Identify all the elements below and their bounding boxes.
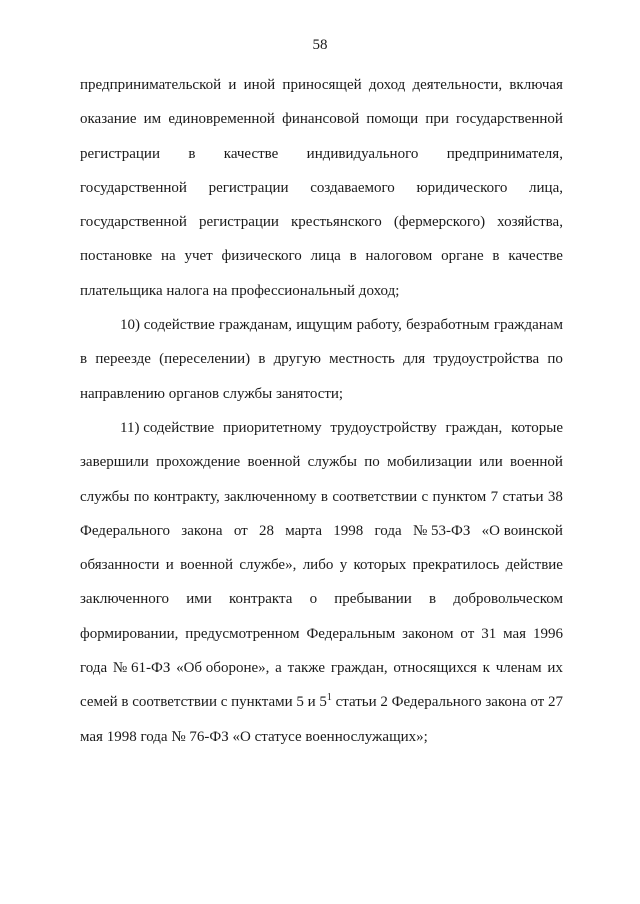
word: которые	[511, 419, 563, 436]
word: 10) содействие	[120, 317, 215, 334]
word: «Об обороне»,	[176, 660, 270, 677]
word: оказание	[80, 111, 137, 128]
word: Федерального	[80, 522, 171, 539]
word: пунктом	[432, 488, 487, 505]
word: а	[275, 660, 282, 677]
word: у	[339, 557, 348, 574]
word: лица	[310, 248, 341, 265]
word: безработным	[406, 317, 490, 334]
word: переезде	[95, 351, 151, 368]
word: в	[320, 488, 329, 505]
word: доход	[368, 77, 406, 93]
word: в	[492, 248, 500, 265]
word: 28	[258, 522, 274, 539]
word: на	[160, 248, 176, 265]
word: мобилизации	[387, 454, 472, 471]
word: Федерального	[391, 694, 482, 711]
word: включая	[509, 77, 563, 93]
word: в	[188, 145, 196, 162]
word: государственной	[80, 179, 187, 196]
text-line-last: направлению органов службы занятости;	[80, 385, 344, 402]
word: марта	[285, 522, 322, 539]
word: 1996	[532, 625, 563, 642]
document-body	[80, 68, 563, 754]
word: 38	[547, 488, 563, 505]
text-line	[80, 137, 563, 171]
text-line	[80, 685, 563, 719]
word: юридического	[416, 179, 508, 196]
word: закона	[181, 522, 223, 539]
word: либо	[302, 557, 334, 574]
word: в	[428, 591, 437, 608]
word: 1998	[333, 522, 364, 539]
word: добровольческом	[453, 591, 563, 608]
word: органе	[441, 248, 484, 265]
text-line	[80, 480, 563, 514]
word: статьи	[502, 488, 544, 505]
word: местность	[329, 351, 395, 368]
word: прохождение	[156, 454, 241, 471]
word: года	[374, 522, 402, 539]
text-line	[80, 308, 563, 342]
word: гражданам,	[219, 317, 292, 334]
word: формировании,	[80, 625, 179, 642]
text-line	[80, 205, 563, 239]
word: учет	[184, 248, 213, 265]
word: единовременной	[168, 111, 275, 128]
word: регистрации	[80, 145, 160, 162]
word: и	[307, 694, 316, 711]
word: № 53-ФЗ	[412, 522, 471, 539]
word: их	[547, 660, 563, 677]
word-with-superscript: $5^1$	[319, 692, 332, 711]
word: с	[421, 488, 429, 505]
word: завершили	[80, 454, 149, 471]
text-line	[80, 582, 563, 616]
word: граждан,	[330, 660, 388, 677]
text-line-last: мая 1998 года № 76-ФЗ «О статусе военнослужащих»;	[80, 728, 428, 745]
word: (переселении)	[159, 351, 251, 368]
word: по	[133, 488, 150, 505]
text-line	[80, 411, 563, 445]
word: военной	[510, 454, 563, 471]
word: по	[547, 351, 563, 368]
word: заключенного	[80, 591, 170, 608]
word: службе»,	[239, 557, 297, 574]
word: заключенному	[224, 488, 317, 505]
word: мая	[503, 625, 527, 642]
word: контракту,	[153, 488, 220, 505]
word: государственной	[456, 111, 563, 128]
word: приоритетному	[223, 419, 322, 436]
word: постановке	[80, 248, 153, 265]
word: физического	[221, 248, 302, 265]
word: предусмотренном	[185, 625, 300, 642]
word: 27	[547, 694, 563, 711]
word: 7	[490, 488, 499, 505]
word: предпринимательской	[80, 77, 222, 93]
text-line	[80, 651, 563, 685]
word: от	[530, 694, 545, 711]
word: ими	[186, 591, 212, 608]
word: помощи	[366, 111, 419, 128]
word: соответствии	[132, 694, 217, 711]
word: им	[143, 111, 162, 128]
word: закона	[485, 694, 527, 711]
word: прекратилось	[412, 557, 500, 574]
word: приносящей	[282, 77, 362, 93]
word: налоговом	[365, 248, 433, 265]
word: военной	[247, 454, 301, 471]
word: контракта	[228, 591, 293, 608]
word: финансовой	[282, 111, 360, 128]
word: граждан,	[445, 419, 503, 436]
word: пребывании	[334, 591, 412, 608]
word: хозяйства,	[497, 214, 563, 231]
word: регистрации	[208, 179, 289, 196]
word: крестьянского	[291, 214, 382, 231]
text-line	[80, 514, 563, 548]
word: соответствии	[332, 488, 418, 505]
word: и	[165, 557, 174, 574]
word: службы	[307, 454, 357, 471]
text-line	[80, 617, 563, 651]
word: «О воинской	[481, 522, 563, 539]
word: к	[482, 660, 490, 677]
word: относящихся	[393, 660, 477, 677]
word: № 61-ФЗ	[112, 660, 171, 677]
word: семей	[80, 694, 118, 711]
word: обязанности	[80, 557, 160, 574]
word: качестве	[223, 145, 279, 162]
word: в	[349, 248, 357, 265]
word: которых	[353, 557, 407, 574]
word: качестве	[508, 248, 563, 265]
word: трудоустройству	[330, 419, 437, 436]
text-line	[80, 548, 563, 582]
paragraph-p9_cont	[80, 68, 563, 308]
word: другую	[273, 351, 321, 368]
word: трудоустройства	[433, 351, 540, 368]
text-line	[80, 239, 563, 273]
word: деятельности,	[412, 77, 503, 93]
word: (фермерского)	[393, 214, 486, 231]
word: регистрации	[198, 214, 279, 231]
page-number: 58	[312, 37, 328, 53]
word: службы	[80, 488, 130, 505]
text-line-last: плательщика налога на профессиональный доход;	[80, 282, 400, 299]
text-line	[80, 171, 563, 205]
word: законом	[402, 625, 454, 642]
word: индивидуального	[306, 145, 419, 162]
text-line	[80, 445, 563, 479]
word: 2	[380, 694, 388, 711]
word: предпринимателя,	[446, 145, 563, 162]
word: и	[228, 77, 237, 93]
word: военной	[180, 557, 234, 574]
word: гражданам	[493, 317, 563, 334]
text-line	[80, 68, 563, 102]
word: от	[460, 625, 475, 642]
word: иной	[243, 77, 276, 93]
word: пунктами	[231, 694, 293, 711]
word: статьи	[335, 694, 377, 711]
word: при	[425, 111, 449, 128]
word: ищущим	[296, 317, 353, 334]
text-line	[80, 342, 563, 376]
word: для	[403, 351, 426, 368]
word: с	[220, 694, 228, 711]
word: создаваемого	[310, 179, 395, 196]
word: в	[258, 351, 266, 368]
paragraph-p10	[80, 308, 563, 411]
word: 5	[296, 694, 304, 711]
word: 11) содействие	[120, 419, 215, 436]
word: в	[80, 351, 88, 368]
word: государственной	[80, 214, 187, 231]
text-line	[80, 102, 563, 136]
word: действие	[505, 557, 563, 574]
word: в	[121, 694, 129, 711]
word: также	[287, 660, 326, 677]
word: членам	[495, 660, 542, 677]
word: или	[479, 454, 503, 471]
word: о	[309, 591, 318, 608]
word: 31	[481, 625, 497, 642]
word: года	[80, 660, 108, 677]
word: лица,	[529, 179, 563, 196]
paragraph-p11	[80, 411, 563, 754]
word: по	[364, 454, 380, 471]
word: работу,	[356, 317, 402, 334]
word: от	[233, 522, 248, 539]
word: Федеральным	[306, 625, 396, 642]
superscript: 1	[326, 692, 332, 704]
